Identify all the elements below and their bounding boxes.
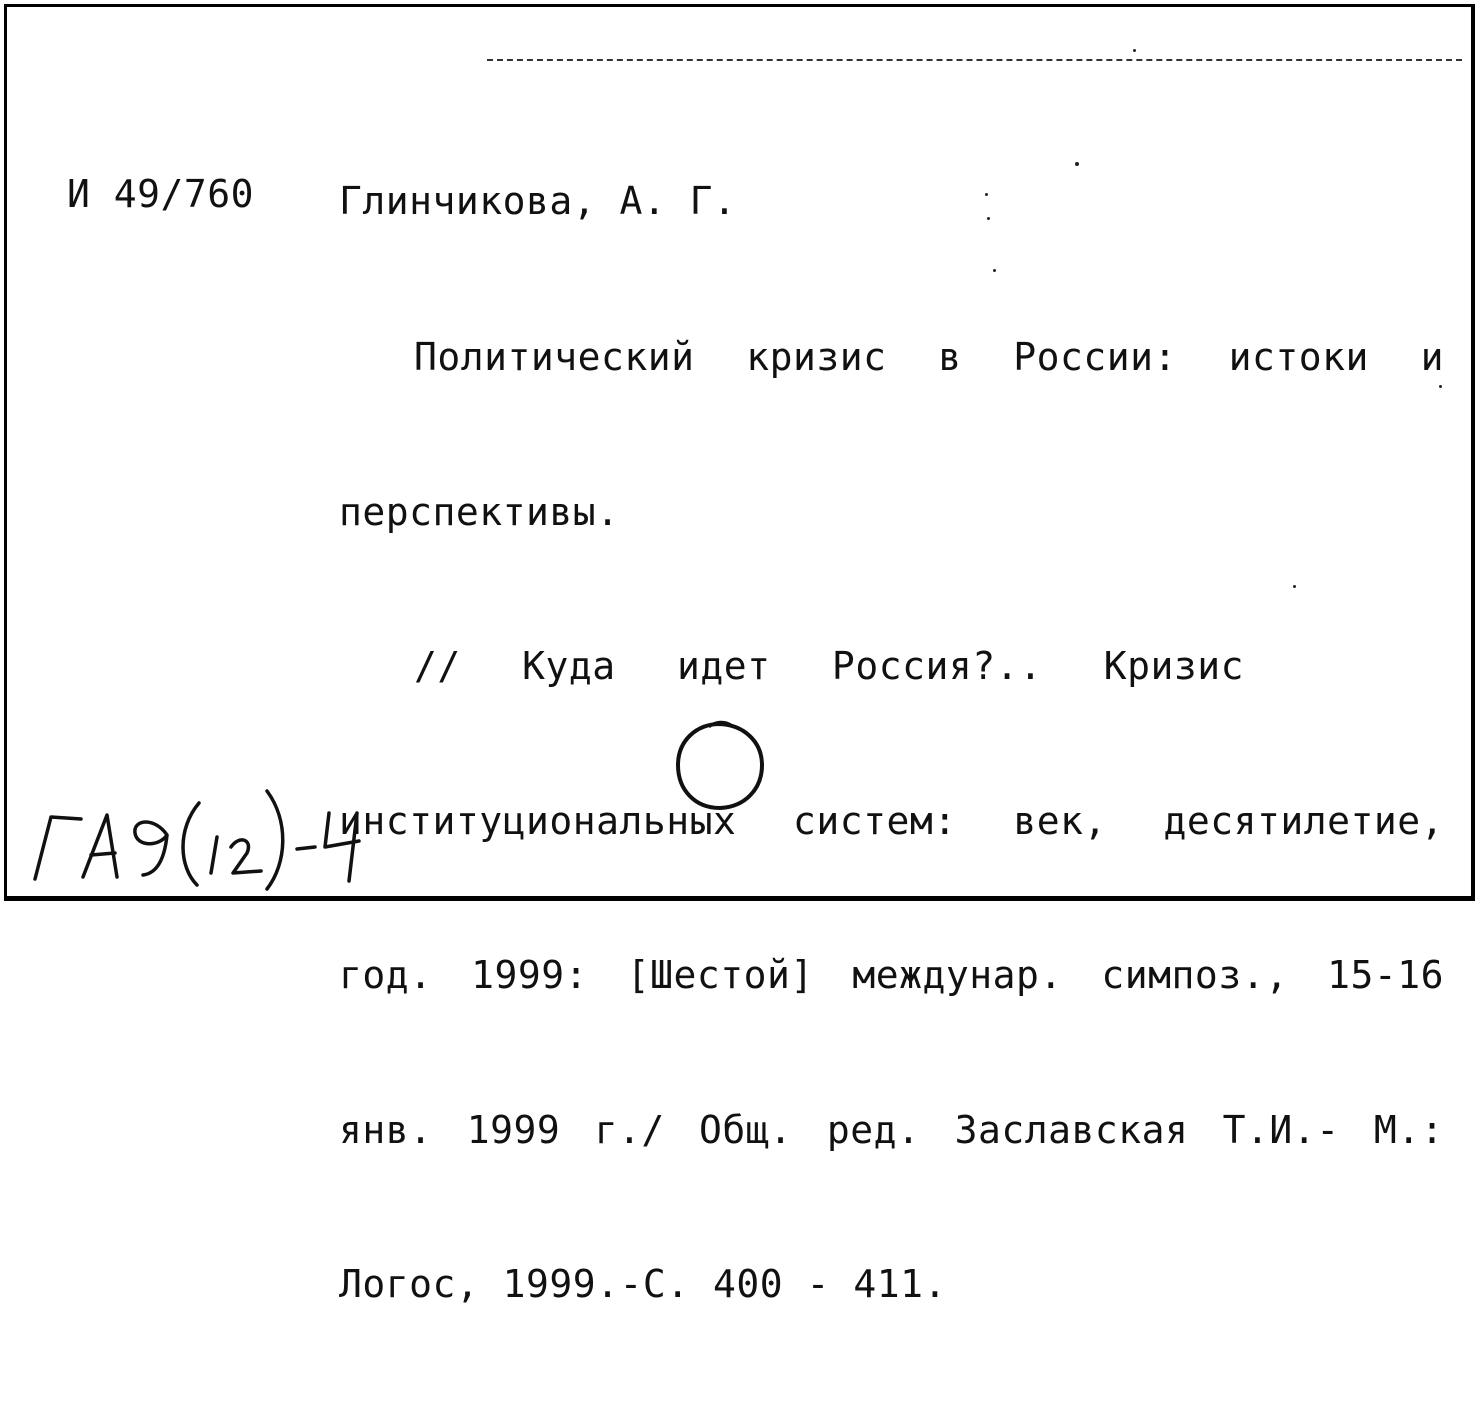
entry-line-6: янв. 1999 г./ Общ. ред. Заславская Т.И.- М.:	[339, 1107, 1444, 1152]
entry-line-4: институциональных систем: век, десятилетие,	[339, 798, 1444, 843]
entry-line-1: Политический кризис в России: истоки и	[414, 335, 1444, 379]
call-number: И 49/760	[67, 172, 255, 216]
ink-speck	[1075, 162, 1079, 166]
top-dashed-rule	[487, 59, 1462, 61]
catalog-card	[4, 4, 1475, 1306]
ink-speck	[985, 193, 988, 196]
handwritten-shelf-mark	[27, 777, 387, 892]
entry-line-5: год. 1999: [Шестой] междунар. симпоз., 15-16	[339, 953, 1444, 997]
bibliographic-entry	[339, 229, 1444, 1414]
entry-line-3: // Куда идет Россия?.. Кризис	[414, 644, 1244, 688]
author-heading: Глинчикова, А. Г.	[339, 179, 737, 223]
entry-line-2: перспективы.	[339, 489, 620, 534]
ink-speck	[987, 217, 990, 220]
entry-line-7: Логос, 1999.-С. 400 - 411.	[339, 1262, 947, 1306]
punch-hole-icon	[673, 719, 767, 813]
ink-speck	[1133, 49, 1136, 52]
